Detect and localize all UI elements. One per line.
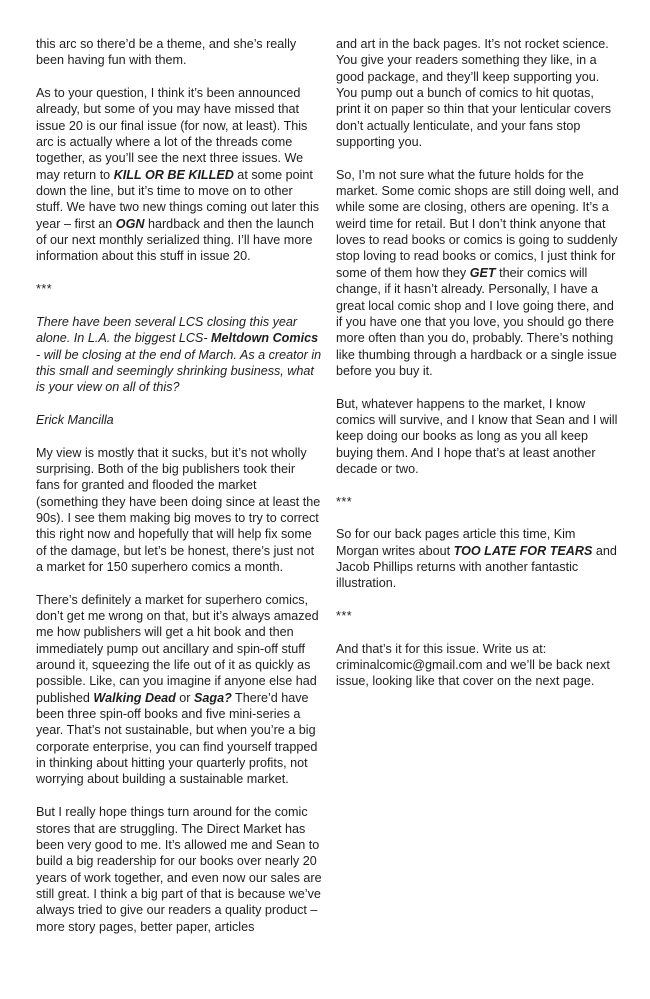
question-author: Erick Mancilla: [36, 412, 114, 427]
title-saga: Saga?: [193, 690, 232, 705]
right-column: [336, 36, 620, 706]
ogn-term: OGN: [115, 216, 145, 231]
title-too-late-for-tears: TOO LATE FOR TEARS: [453, 543, 593, 558]
paragraph-future-market: So, I’m not sure what the future holds for the market. Some comic shops are still doing well, and while some are closing, others are opening. It’s a weird time for retail. But I don’t think anyone that loves to read books or comics is going to suddenly stop loving to read books or comics, I just think for some of them how they GET their comics will change, if it hasn’t already. Personally, I have a great local comic shop and I love going there, and if you have one that you love, you should go there more often than you do, probably. There’s nothing like thumbing through a hardback or a single issue before you buy it.: [336, 167, 619, 378]
paragraph-direct-market: But I really hope things turn around for the comic stores that are struggling. The Direct Market has been very good to me. It’s allowed me and Sean to build a big readership for our books over nearly 20 years of work together, and even now our sales are still great. I think a big part of that is because we’ve always tried to give our readers a quality product – more story pages, better paper, articles: [36, 805, 322, 934]
paragraph-theme-arc: this arc so there’d be a theme, and she’s really been having fun with them.: [36, 37, 297, 68]
paragraph-back-pages: and art in the back pages. It’s not rocket science. You give your readers something they like, in a good package, and they’ll keep supporting you. You pump out a bunch of comics to hit quotas, print it on paper so thin that your lenticular covers don’t actually lenticulate, and your fans stop supporting you.: [336, 37, 612, 150]
emphasis-get: GET: [469, 265, 496, 280]
paragraph-final-issue: As to your question, I think it’s been announced already, but some of you may have missed that issue 20 is our final issue (for now, at least). This arc is actually where a lot of the threads come together, as you’ll see the next three issues. We may return to KILL OR BE KILLED at some point down the line, but it’s time to move on to other stuff. We have two new things coming out later this year – first an OGN hardback and then the launch of our next monthly serialized thing. I’ll have more information about this stuff in issue 20.: [36, 86, 320, 264]
paragraph-superhero-market: There’s definitely a market for superhero comics, don’t get me wrong on that, but it’s always amazed me how publishers will get a hit book and then immediately pump out ancillary and spin-off stuff around it, squeezing the life out of it as quickly as possible. Like, can you imagine if anyone else had published Walking Dead or Saga? There’d have been three spin-off books and five mini-series a year. That’s not sustainable, but when you’re a big corporate enterprise, you can find yourself trapped in thinking about hitting your quarterly profits, not worrying about building a sustainable market.: [36, 592, 319, 787]
paragraph-back-pages-article: So for our back pages article this time, Kim Morgan writes about TOO LATE FOR TEARS and Jacob Phillips returns with another fantastic illustration.: [336, 527, 617, 591]
left-column: [36, 36, 322, 951]
title-walking-dead: Walking Dead: [93, 690, 176, 705]
reader-question: There have been several LCS closing this year alone. In L.A. the biggest LCS- Meltdown Comics - will be closing at the end of March. As a creator in this small and seemingly shrinking business, what is your view on all of this?: [36, 314, 322, 395]
section-separator: ***: [36, 282, 53, 297]
store-name-meltdown-comics: Meltdown Comics: [211, 331, 319, 346]
paragraph-market-view: My view is mostly that it sucks, but it’s not wholly surprising. Both of the big publishers took their fans for granted and flooded the market (something they have been doing since at least the 90s). I see them making big moves to try to correct this right now and hopefully that will help fix some of the damage, but let’s be honest, there’s just not a market for 150 superhero comics a month.: [36, 445, 321, 574]
title-kill-or-be-killed: KILL OR BE KILLED: [113, 167, 234, 182]
section-separator: ***: [336, 494, 353, 509]
section-separator: ***: [336, 609, 353, 624]
paragraph-comics-survive: But, whatever happens to the market, I know comics will survive, and I know that Sean and I will keep doing our books as long as you all keep buying them. And I hope that’s at least another decade or two.: [336, 396, 618, 476]
paragraph-sign-off: And that’s it for this issue. Write us at: criminalcomic@gmail.com and we’ll be back next issue, looking like that cover on the next page.: [336, 641, 610, 689]
